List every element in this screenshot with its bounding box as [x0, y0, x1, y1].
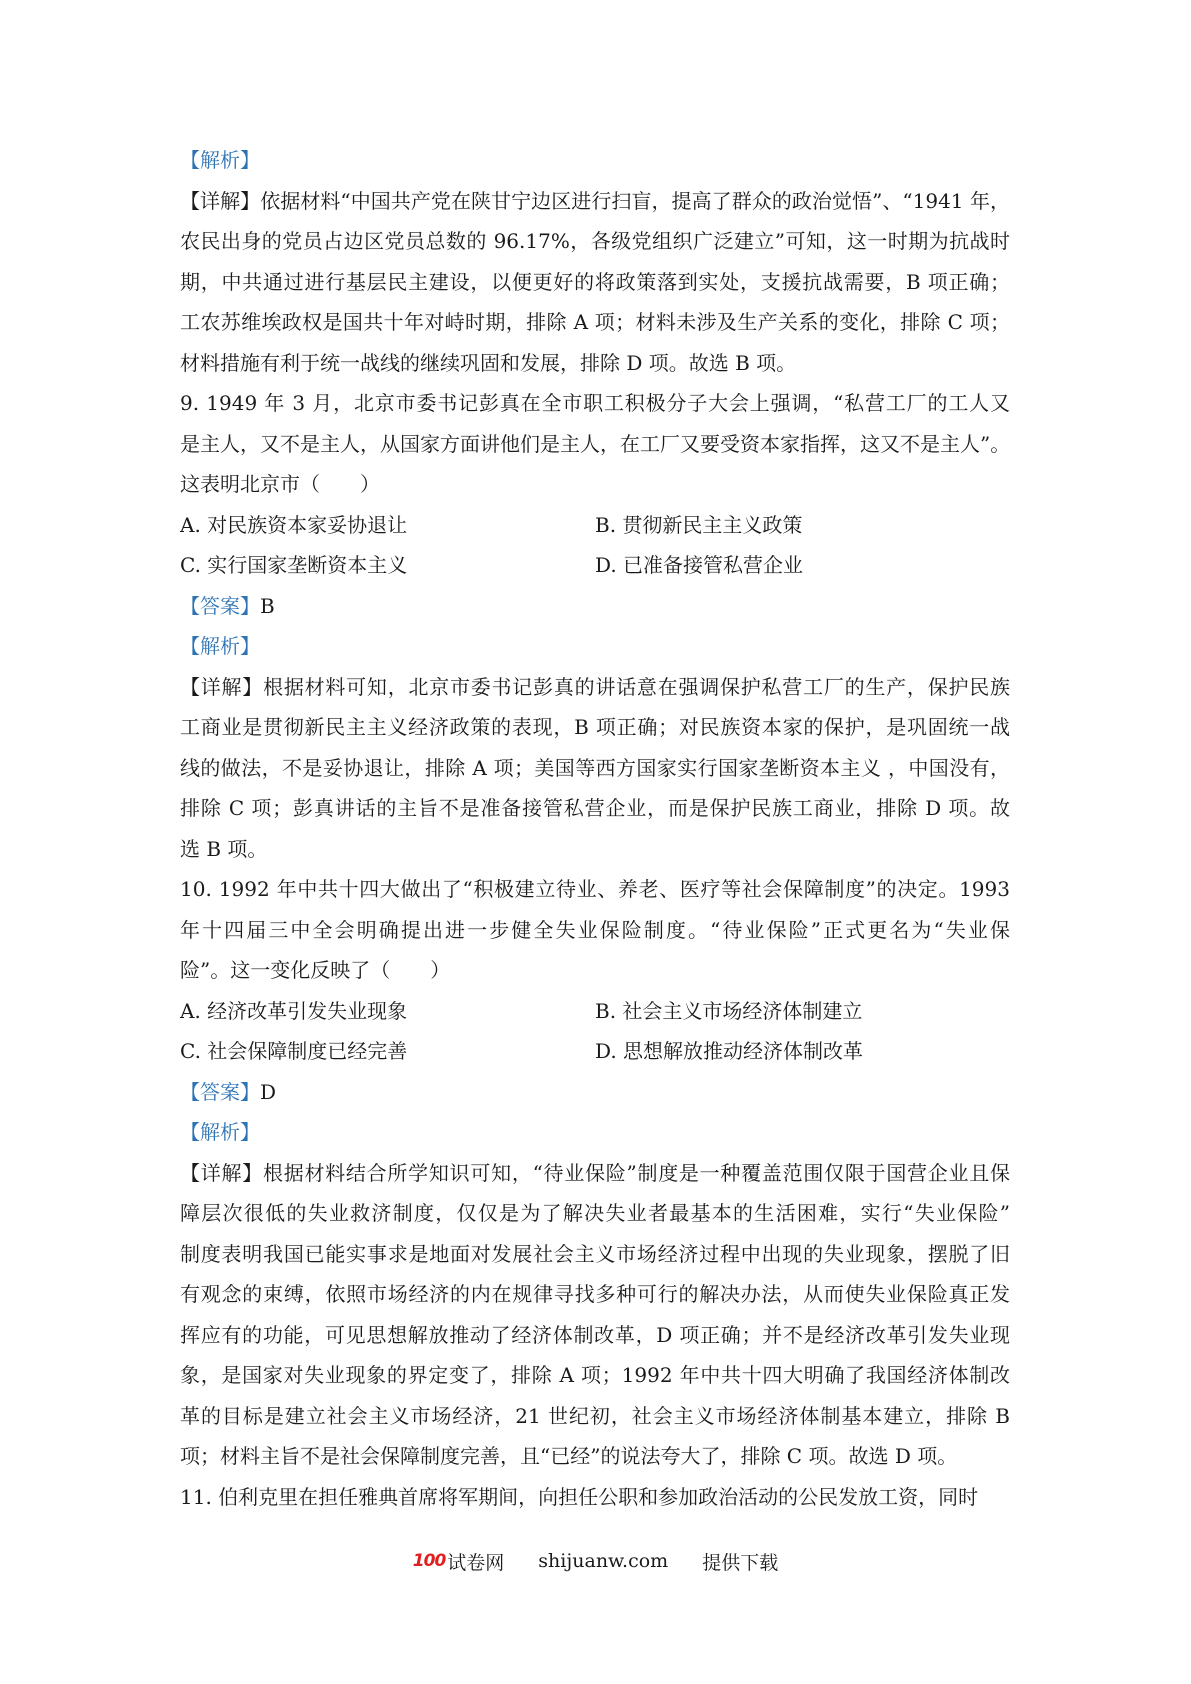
section-tag-label: 【解析】 — [180, 634, 260, 658]
text-line — [180, 1234, 1010, 1275]
text-line — [180, 1153, 1010, 1194]
text-line-content: 材料措施有利于统一战线的继续巩固和发展，排除 D 项。故选 B 项。 — [180, 350, 797, 375]
text-line-content: 制度表明我国已能实事求是地面对发展社会主义市场经济过程中出现的失业现象，摆脱了旧 — [180, 1241, 1010, 1266]
option-item: B. 社会主义市场经济体制建立 — [595, 998, 863, 1023]
text-line — [180, 1315, 1010, 1356]
text-line — [180, 869, 1010, 910]
text-line-content: 期，中共通过进行基层民主建设，以便更好的将政策落到实处，支援抗战需要，B 项正确； — [180, 269, 1010, 294]
text-line-content: 险”。这一变化反映了（ ） — [180, 958, 451, 982]
option-item: C. 社会保障制度已经完善 — [180, 1039, 408, 1063]
text-line-content: 根据材料结合所学知识可知，“待业保险”制度是一种覆盖范围仅限于国营企业且保 — [262, 1160, 1010, 1185]
answer-tag: 【答案】 — [180, 1079, 260, 1104]
option-item: A. 经济改革引发失业现象 — [180, 998, 408, 1023]
option-item: C. 实行国家垄断资本主义 — [180, 553, 408, 577]
text-line — [180, 1274, 1010, 1315]
section-tag-label: 【解析】 — [180, 148, 260, 172]
text-line — [180, 788, 1010, 829]
text-line — [180, 1355, 1010, 1396]
text-line-content: 线的做法，不是妥协退让，排除 A 项；美国等西方国家实行国家垄断资本主义 ，中国没有， — [180, 755, 1010, 780]
section-tag — [180, 140, 1010, 181]
text-line — [180, 464, 1010, 505]
text-line — [180, 221, 1010, 262]
text-line-content: 年十四届三中全会明确提出进一步健全失业保险制度。“待业保险”正式更名为“失业保 — [180, 917, 1010, 942]
text-line — [180, 667, 1010, 708]
text-line-content: 工商业是贯彻新民主主义经济政策的表现，B 项正确；对民族资本家的保护，是巩固统一战 — [180, 715, 1010, 739]
answer-value: D — [260, 1079, 277, 1104]
answer-tag: 【答案】 — [180, 593, 260, 618]
option-item: D. 已准备接管私营企业 — [595, 553, 804, 577]
text-line-content: 9. 1949 年 3 月，北京市委书记彭真在全市职工积极分子大会上强调，“私营工厂的工人又 — [180, 391, 1010, 415]
text-line-content: 是主人，又不是主人，从国家方面讲他们是主人，在工厂又要受资本家指挥，这又不是主人”。 — [180, 431, 1010, 456]
answer-line — [180, 586, 1010, 627]
text-line — [180, 1477, 1010, 1518]
text-line — [180, 829, 1010, 870]
option-item: A. 对民族资本家妥协退让 — [180, 512, 408, 537]
text-line-content: 革的目标是建立社会主义市场经济，21 世纪初，社会主义市场经济体制基本建立，排除 B — [180, 1403, 1010, 1428]
options-row — [180, 505, 1010, 546]
text-line-content: 排除 C 项；彭真讲话的主旨不是准备接管私营企业，而是保护民族工商业，排除 D 项。故 — [180, 796, 1010, 820]
answer-value: B — [260, 593, 275, 618]
text-line-content: 10. 1992 年中共十四大做出了“积极建立待业、养老、医疗等社会保障制度”的决定。1993 — [180, 877, 1010, 901]
options-row — [180, 991, 1010, 1032]
text-line-content: 选 B 项。 — [180, 836, 268, 861]
detail-tag: 【详解】 — [180, 674, 264, 699]
text-line-content: 11. 伯利克里在担任雅典首席将军期间，向担任公职和参加政治活动的公民发放工资，同时 — [180, 1484, 979, 1509]
text-line-content: 障层次很低的失业救济制度，仅仅是为了解决失业者最基本的生活困难，实行“失业保险” — [180, 1201, 1010, 1225]
text-line-content: 挥应有的功能，可见思想解放推动了经济体制改革，D 项正确；并不是经济改革引发失业现 — [180, 1322, 1010, 1347]
section-tag-label: 【解析】 — [180, 1120, 260, 1144]
text-line — [180, 910, 1010, 951]
logo-text: 试卷网 — [447, 1551, 505, 1574]
text-line — [180, 343, 1010, 384]
text-line-content: 项；材料主旨不是社会保障制度完善，且“已经”的说法夸大了，排除 C 项。故选 D 项。 — [180, 1444, 958, 1468]
text-line-content: 象，是国家对失业现象的界定变了，排除 A 项；1992 年中共十四大明确了我国经济体制改 — [180, 1363, 1010, 1387]
download-note: 提供下载 — [702, 1551, 779, 1574]
document-content — [180, 140, 1010, 1517]
text-line-content: 依据材料“中国共产党在陕甘宁边区进行扫盲，提高了群众的政治觉悟”、“1941 年， — [260, 188, 1010, 213]
section-tag — [180, 626, 1010, 667]
text-line-content: 这表明北京市（ ） — [180, 472, 380, 496]
text-line-content: 工农苏维埃政权是国共十年对峙时期，排除 A 项；材料未涉及生产关系的变化，排除 C 项； — [180, 310, 1010, 334]
text-line — [180, 748, 1010, 789]
text-line-content: 农民出身的党员占边区党员总数的 96.17%，各级党组织广泛建立”可知，这一时期为抗战时 — [180, 229, 1010, 253]
section-tag — [180, 1112, 1010, 1153]
text-line — [180, 1436, 1010, 1477]
text-line — [180, 1396, 1010, 1437]
text-line — [180, 950, 1010, 991]
options-row — [180, 1031, 1010, 1072]
detail-tag: 【详解】 — [180, 1160, 263, 1185]
page-footer — [0, 1546, 1191, 1576]
logo-mark: 100 — [412, 1551, 446, 1571]
text-line — [180, 302, 1010, 343]
text-line — [180, 262, 1010, 303]
text-line — [180, 424, 1010, 465]
text-line — [180, 383, 1010, 424]
detail-tag: 【详解】 — [180, 188, 261, 213]
options-row — [180, 545, 1010, 586]
text-line — [180, 707, 1010, 748]
text-line — [180, 181, 1010, 222]
text-line-content: 根据材料可知，北京市委书记彭真的讲话意在强调保护私营工厂的生产，保护民族 — [263, 674, 1010, 699]
site-domain: shijuanw.com — [538, 1550, 669, 1572]
answer-line — [180, 1072, 1010, 1113]
site-logo — [413, 1548, 505, 1575]
option-item: B. 贯彻新民主主义政策 — [595, 512, 803, 537]
option-item: D. 思想解放推动经济体制改革 — [595, 1039, 864, 1063]
text-line — [180, 1193, 1010, 1234]
text-line-content: 有观念的束缚，依照市场经济的内在规律寻找多种可行的解决办法，从而使失业保险真正发 — [180, 1282, 1010, 1306]
